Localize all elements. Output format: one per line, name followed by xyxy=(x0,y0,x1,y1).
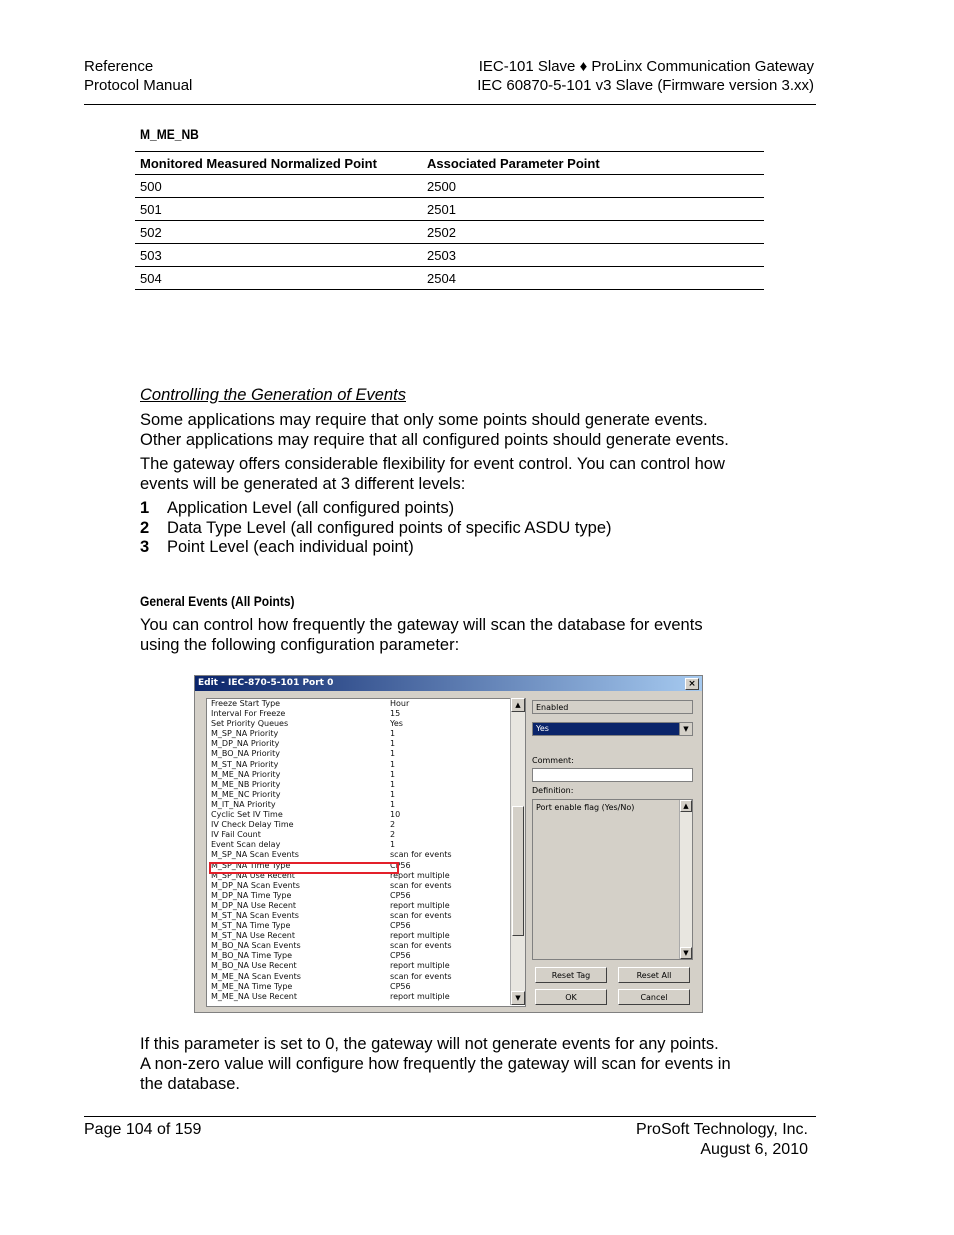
text-line: Some applications may require that only some points should generate events. xyxy=(140,411,708,429)
scroll-thumb[interactable] xyxy=(512,806,524,936)
text-line: You can control how frequently the gateway will scan the database for events xyxy=(140,616,703,634)
parameter-row[interactable] xyxy=(207,951,525,961)
parameter-value: scan for events xyxy=(390,850,452,860)
parameter-value: report multiple xyxy=(390,870,450,880)
parameter-name: M_SP_NA Priority xyxy=(211,729,279,739)
table-cell: 501 xyxy=(135,198,422,221)
list-text: Data Type Level (all configured points of specific ASDU type) xyxy=(167,518,612,537)
parameter-row[interactable] xyxy=(207,800,525,810)
parameter-name: M_DP_NA Use Recent xyxy=(211,900,297,910)
parameter-name: Cyclic Set IV Time xyxy=(211,810,283,820)
comment-label: Comment: xyxy=(532,756,574,765)
parameter-row[interactable] xyxy=(207,810,525,820)
text-line: If this parameter is set to 0, the gateway will not generate events for any points. xyxy=(140,1035,719,1053)
text-line: A non-zero value will configure how frequently the gateway will scan for events in xyxy=(140,1055,731,1073)
table-cell: 504 xyxy=(135,267,422,290)
definition-text: Port enable flag (Yes/No) xyxy=(536,803,635,812)
parameter-row[interactable] xyxy=(207,891,525,901)
page-number: Page 104 of 159 xyxy=(84,1121,202,1138)
parameter-value: 1 xyxy=(390,729,396,739)
table-cell: 500 xyxy=(135,175,422,198)
closing-paragraph xyxy=(140,1034,731,1094)
list-item xyxy=(140,499,612,519)
footer-rule xyxy=(84,1116,816,1117)
parameter-row[interactable] xyxy=(207,972,525,982)
table-row xyxy=(135,244,764,267)
parameter-row[interactable] xyxy=(207,749,525,759)
parameter-value: 2 xyxy=(390,820,396,830)
edit-dialog xyxy=(194,675,703,1013)
dialog-title: Edit - IEC-870-5-101 Port 0 xyxy=(198,678,334,688)
list-item xyxy=(140,538,612,558)
parameter-name: M_ME_NA Scan Events xyxy=(211,971,301,981)
definition-label: Definition: xyxy=(532,786,574,795)
parameter-name: M_ST_NA Priority xyxy=(211,759,279,769)
parameter-name: Interval For Freeze xyxy=(211,709,286,719)
header-left xyxy=(84,57,192,95)
general-events-paragraph xyxy=(140,616,703,655)
parameter-row[interactable] xyxy=(207,911,525,921)
parameter-value: report multiple xyxy=(390,991,450,1001)
text-line: the database. xyxy=(140,1075,240,1093)
parameter-name: M_ST_NA Scan Events xyxy=(211,910,299,920)
parameter-value: CP56 xyxy=(390,890,411,900)
column-header: Monitored Measured Normalized Point xyxy=(135,152,422,175)
list-text: Application Level (all configured points) xyxy=(167,499,455,517)
parameter-name: M_SP_NA Scan Events xyxy=(211,850,299,860)
reset-tag-button[interactable]: Reset Tag xyxy=(535,967,607,983)
ok-button[interactable]: OK xyxy=(535,989,607,1005)
parameter-name: M_ST_NA Use Recent xyxy=(211,931,296,941)
parameter-name: Event Scan delay xyxy=(211,840,281,850)
text-line: The gateway offers considerable flexibility for event control. You can control how xyxy=(140,455,725,473)
cancel-button[interactable]: Cancel xyxy=(618,989,690,1005)
parameter-value: 1 xyxy=(390,739,396,749)
parameter-row[interactable] xyxy=(207,992,525,1002)
scroll-down-icon[interactable]: ▼ xyxy=(511,991,525,1005)
chevron-down-icon[interactable]: ▼ xyxy=(679,723,692,735)
parameter-value: report multiple xyxy=(390,900,450,910)
header-manual: Protocol Manual xyxy=(84,77,193,94)
parameter-value: report multiple xyxy=(390,931,450,941)
table-row xyxy=(135,221,764,244)
list-number: 3 xyxy=(140,538,150,556)
close-icon[interactable]: × xyxy=(685,678,699,690)
table-header-row xyxy=(135,152,764,175)
parameter-value: 1 xyxy=(390,749,396,759)
events-paragraph-1 xyxy=(140,411,729,450)
parameter-name: M_SP_NA Time Type xyxy=(211,860,291,870)
table-cell: 2502 xyxy=(422,221,764,244)
point-table xyxy=(135,151,764,290)
parameter-value: 1 xyxy=(390,779,396,789)
parameter-name: M_ST_NA Time Type xyxy=(211,921,291,931)
text-line: Other applications may require that all configured points should generate events. xyxy=(140,430,729,449)
parameter-value: 15 xyxy=(390,709,401,719)
selected-value: Yes xyxy=(536,724,549,733)
parameter-name: M_BO_NA Use Recent xyxy=(211,961,297,971)
parameter-row[interactable] xyxy=(207,699,525,709)
parameter-value: 10 xyxy=(390,810,401,820)
table-cell: 2500 xyxy=(422,175,764,198)
parameter-name: IV Fail Count xyxy=(211,830,261,840)
scroll-down-icon[interactable]: ▼ xyxy=(680,947,692,959)
events-section-title: Controlling the Generation of Events xyxy=(140,386,406,404)
header-rule xyxy=(84,104,816,105)
parameter-value: CP56 xyxy=(390,921,411,931)
parameter-value: scan for events xyxy=(390,971,452,981)
events-paragraph-2 xyxy=(140,455,725,494)
table-row xyxy=(135,267,764,290)
text-line: using the following configuration parameter: xyxy=(140,635,460,654)
parameter-name: M_DP_NA Scan Events xyxy=(211,880,300,890)
header-protocol: IEC 60870-5-101 v3 Slave (Firmware version 3.xx) xyxy=(477,77,814,94)
table-cell: 2504 xyxy=(422,267,764,290)
parameter-row[interactable] xyxy=(207,840,525,850)
footer-company: ProSoft Technology, Inc. xyxy=(636,1121,808,1138)
parameter-name: M_SP_NA Use Recent xyxy=(211,870,295,880)
enabled-field: Enabled xyxy=(532,700,693,714)
parameter-row[interactable] xyxy=(207,780,525,790)
parameter-row[interactable] xyxy=(207,770,525,780)
parameter-name: Freeze Start Type xyxy=(211,699,281,708)
scroll-up-icon[interactable]: ▲ xyxy=(680,800,692,812)
parameter-name: M_BO_NA Priority xyxy=(211,749,281,759)
parameter-row[interactable] xyxy=(207,901,525,911)
footer-date: August 6, 2010 xyxy=(700,1141,808,1158)
parameter-value: 1 xyxy=(390,769,396,779)
table-row xyxy=(135,175,764,198)
parameter-value: Yes xyxy=(390,719,403,729)
value-select[interactable] xyxy=(532,722,693,736)
parameter-row[interactable] xyxy=(207,941,525,951)
parameter-row[interactable] xyxy=(207,760,525,770)
parameter-value: scan for events xyxy=(390,910,452,920)
list-text: Point Level (each individual point) xyxy=(167,538,414,556)
parameter-row[interactable] xyxy=(207,921,525,931)
parameter-value: 1 xyxy=(390,840,396,850)
comment-input[interactable] xyxy=(532,768,693,782)
reset-all-button[interactable]: Reset All xyxy=(618,967,690,983)
parameter-row[interactable] xyxy=(207,850,525,860)
definition-box xyxy=(532,799,693,960)
parameter-value: Hour xyxy=(390,699,410,708)
table-cell: 2501 xyxy=(422,198,764,221)
parameter-name: M_IT_NA Priority xyxy=(211,799,276,809)
parameter-row[interactable] xyxy=(207,739,525,749)
definition-scrollbar[interactable] xyxy=(679,800,692,959)
list-number: 1 xyxy=(140,499,150,517)
header-section: Reference xyxy=(84,58,154,75)
parameter-row[interactable] xyxy=(207,709,525,719)
highlight-box xyxy=(209,862,399,874)
list-number: 2 xyxy=(140,518,150,537)
parameter-rows xyxy=(207,699,525,1002)
parameter-value: scan for events xyxy=(390,880,452,890)
parameter-value: CP56 xyxy=(390,981,411,991)
parameter-value: 1 xyxy=(390,759,396,769)
parameter-name: IV Check Delay Time xyxy=(211,820,294,830)
parameter-name: M_ME_NA Priority xyxy=(211,769,281,779)
parameter-name: M_ME_NC Priority xyxy=(211,789,281,799)
parameter-name: Set Priority Queues xyxy=(211,719,289,729)
table-cell: 502 xyxy=(135,221,422,244)
footer-right xyxy=(636,1120,808,1160)
parameter-row[interactable] xyxy=(207,881,525,891)
parameter-row[interactable] xyxy=(207,729,525,739)
parameter-row[interactable] xyxy=(207,982,525,992)
parameter-scrollbar[interactable] xyxy=(510,698,525,1005)
table-heading: M_ME_NB xyxy=(140,126,199,142)
parameter-row[interactable] xyxy=(207,830,525,840)
parameter-name: M_DP_NA Time Type xyxy=(211,890,292,900)
text-line: events will be generated at 3 different levels: xyxy=(140,474,466,493)
parameter-row[interactable] xyxy=(207,961,525,971)
event-level-list xyxy=(140,499,612,558)
table-cell: 2503 xyxy=(422,244,764,267)
parameter-row[interactable] xyxy=(207,790,525,800)
parameter-name: M_ME_NB Priority xyxy=(211,779,281,789)
parameter-name: M_ME_NA Use Recent xyxy=(211,991,297,1001)
parameter-value: scan for events xyxy=(390,941,452,951)
parameter-name: M_ME_NA Time Type xyxy=(211,981,293,991)
parameter-value: 1 xyxy=(390,799,396,809)
column-header: Associated Parameter Point xyxy=(422,152,764,175)
parameter-name: M_DP_NA Priority xyxy=(211,739,280,749)
table-row xyxy=(135,198,764,221)
general-events-heading: General Events (All Points) xyxy=(140,593,295,609)
parameter-value: 2 xyxy=(390,830,396,840)
list-item xyxy=(140,519,612,539)
parameter-name: M_BO_NA Time Type xyxy=(211,951,293,961)
header-right xyxy=(477,57,814,95)
dialog-title-bar xyxy=(195,676,702,691)
parameter-row[interactable] xyxy=(207,719,525,729)
parameter-list[interactable] xyxy=(206,698,526,1007)
table-cell: 503 xyxy=(135,244,422,267)
parameter-row[interactable] xyxy=(207,820,525,830)
parameter-row[interactable] xyxy=(207,931,525,941)
parameter-value: CP56 xyxy=(390,860,411,870)
scroll-up-icon[interactable]: ▲ xyxy=(511,698,525,712)
parameter-value: 1 xyxy=(390,789,396,799)
parameter-value: report multiple xyxy=(390,961,450,971)
parameter-name: M_BO_NA Scan Events xyxy=(211,941,301,951)
parameter-value: CP56 xyxy=(390,951,411,961)
header-product: IEC-101 Slave ♦ ProLinx Communication Gateway xyxy=(478,58,814,75)
